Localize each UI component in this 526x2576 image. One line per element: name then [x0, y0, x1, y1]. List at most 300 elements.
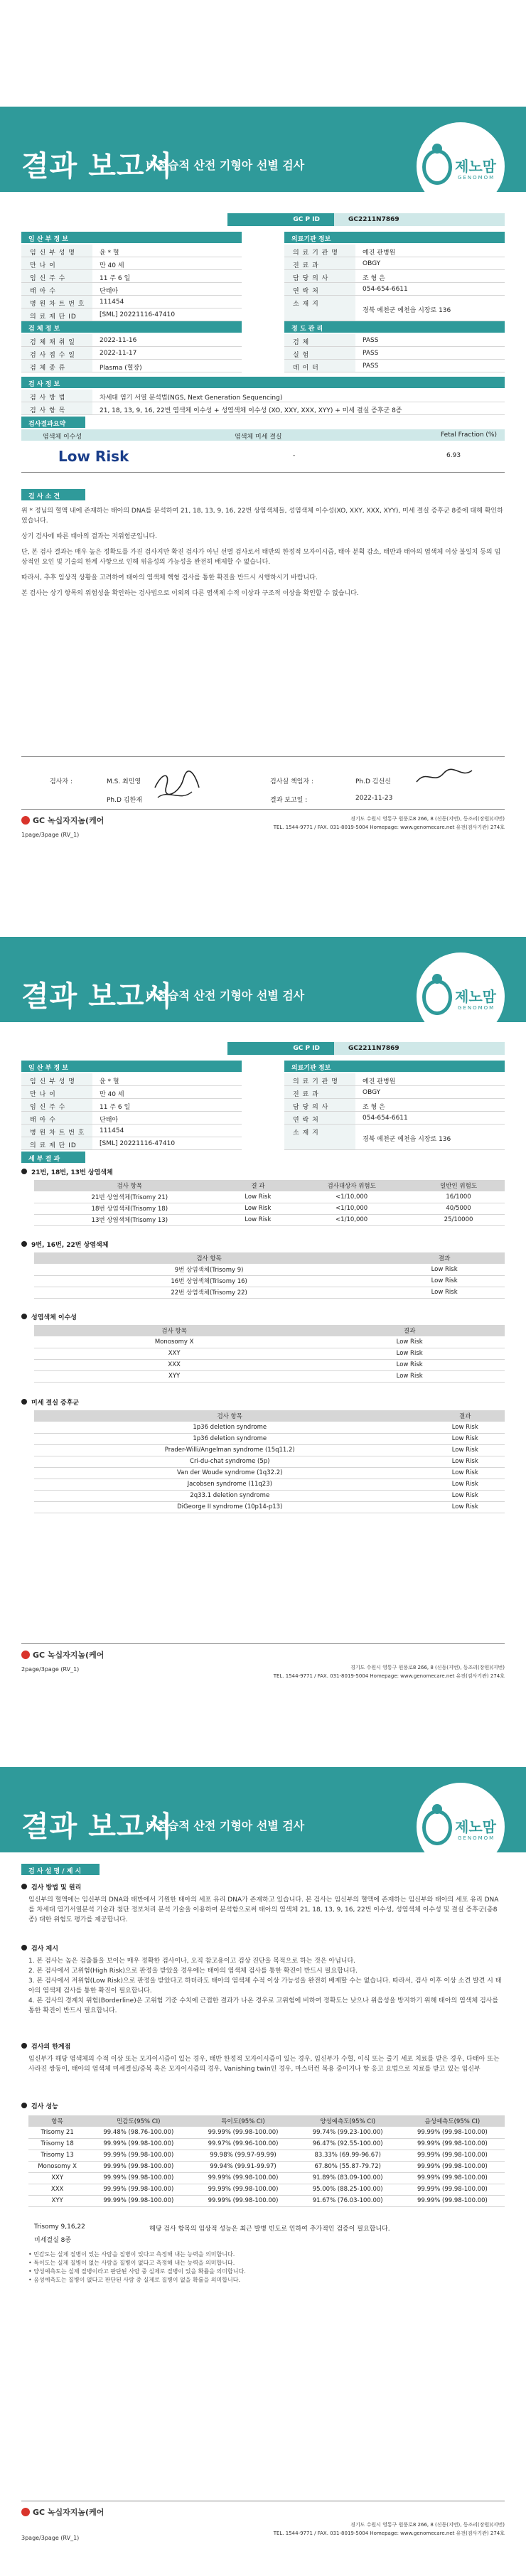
info-value: PASS [363, 337, 379, 344]
section-detail: 세 부 결 과 [21, 1152, 85, 1163]
table-cell: 99.99% (99.98-100.00) [400, 2172, 505, 2184]
table-row [28, 2150, 505, 2161]
column-header: 검사 항목 [34, 1180, 225, 1191]
table-row [28, 2195, 505, 2206]
info-value: [SML] 20221116-47410 [100, 311, 176, 318]
info-row [21, 1073, 242, 1086]
info-row [21, 270, 242, 283]
table-cell: 99.99% (99.98-100.00) [400, 2161, 505, 2172]
table-row [34, 1370, 505, 1382]
signature-divider [21, 756, 505, 757]
info-key: 연 락 처 [284, 283, 355, 295]
table-cell: 96.47% (92.55-100.00) [296, 2138, 400, 2150]
table-cell: 99.99% (99.98-100.00) [190, 2184, 295, 2195]
table-cell: Jacobsen syndrome (11q23) [34, 1478, 426, 1490]
info-key: 검 사 방 법 [21, 390, 92, 402]
report-subtitle: 비침습적 산전 기형아 선별 검사 [146, 159, 305, 172]
limit-heading [21, 1943, 58, 1953]
info-row [284, 270, 505, 283]
section-org: 의료기관 정보 [284, 232, 505, 243]
column-header: 검사 항목 [34, 1410, 426, 1422]
limit-title: 검사 제시 [31, 1946, 58, 1953]
table-cell: Low Risk [426, 1478, 505, 1490]
limit-item: 1. 본 검사는 높은 검출률을 보이는 매우 정확한 검사이나, 오직 참고용이고 검상 진단을 목적으로 하는 것은 아닙니다. [28, 1958, 356, 1965]
opinion-paragraph: 상기 검사에 따른 태아의 결과는 저위험군입니다. [21, 533, 158, 540]
info-value: 054-654-6611 [363, 286, 408, 293]
table-cell: <1/10,000 [291, 1203, 412, 1214]
column-header: 특이도(95% CI) [190, 2115, 295, 2127]
table-cell: Low Risk [384, 1275, 505, 1287]
info-key: 만 나 이 [21, 1086, 92, 1098]
method-text: 임신부의 혈액에는 임신부의 DNA와 태반에서 기원한 태아의 세포 유리 DNA가 존재하고 있습니다. 본 검사는 임신부의 혈액에 존재하는 임신부와 태아의 세포 유리 DNA를 차세대 염기서열분석 기술과 첨단 정보처리 분석 기술을 이용하여 분석함으로써 태아의 염색체 21, 18, 13, 9, 16, 22번 이수성, 성염색체 이수성 및 결실 증후군(총8종) 대한 위험도 평가를 제공합니다. [28, 1896, 499, 1923]
info-key: 임 신 주 수 [21, 1099, 92, 1111]
table-row [34, 1490, 505, 1501]
section-org: 의료기관 정보 [284, 1061, 505, 1072]
company-name: GC 녹십자지놈(케어 [33, 816, 104, 825]
info-value: [SML] 20221116-47410 [100, 1140, 176, 1147]
opinion-paragraph: 본 검사는 상기 항목의 위험성을 확인하는 검사법으로 이외의 다른 염색체 수적 이상과 구조적 이상을 확인할 수 없습니다. [21, 590, 359, 597]
table-cell: Low Risk [314, 1348, 505, 1359]
info-value: PASS [363, 350, 379, 357]
tester-1: M.S. 최민영 [107, 778, 141, 785]
tester-label: 검사자 : [50, 778, 73, 785]
info-key: 검 체 [284, 334, 355, 346]
table-cell: Prader-Willi/Angelman syndrome (15q11.2) [34, 1444, 426, 1456]
table-row [34, 1264, 505, 1275]
info-key: 연 락 처 [284, 1112, 355, 1124]
sex-heading [21, 1312, 77, 1321]
table-row [34, 1275, 505, 1287]
result-divider [21, 472, 505, 473]
table-cell: XXX [34, 1359, 314, 1370]
table-row [34, 1467, 505, 1478]
page-number: 3page/3page (RV_1) [21, 2535, 80, 2541]
table-cell: 16번 상염색체(Trisomy 16) [34, 1275, 384, 1287]
table-cell: Low Risk [426, 1490, 505, 1501]
info-key: 검 체 채 취 일 [21, 334, 92, 346]
table-cell: 99.99% (99.98-100.00) [86, 2138, 190, 2150]
info-key: 병 원 차 트 번 호 [21, 1125, 92, 1137]
table-cell: Van der Woude syndrome (1q32.2) [34, 1467, 426, 1478]
report-page-2 [0, 859, 526, 1717]
perf-extra-text: 해당 검사 항목의 임상적 성능은 최근 발병 빈도로 인하여 추가적인 검증이 필요합니다. [149, 2226, 390, 2233]
bullet-icon [21, 2103, 27, 2108]
info-key: 검 체 종 류 [21, 360, 92, 372]
limit-item: 2. 본 검사에서 고위험(High Risk)으로 판정을 받았을 경우에는 태아의 염색체 검사를 통한 확진이 반드시 필요합니다. [28, 1968, 358, 1975]
result-risk: Low Risk [58, 448, 129, 465]
address-line-2: TEL. 1544-9771 / FAX. 031-8019-5004 Homepage: www.genomecare.net 유전(검사기관) 274호 [273, 1673, 505, 1679]
logo-name: 제노맘 [455, 1818, 496, 1835]
info-row [21, 1099, 242, 1112]
bullet-icon [21, 1399, 27, 1405]
table-cell: Low Risk [314, 1359, 505, 1370]
info-row [21, 347, 242, 360]
gc-id-bar [21, 213, 505, 226]
table-cell: DiGeorge II syndrome (10p14-p13) [34, 1501, 426, 1513]
opinion-text [21, 506, 505, 604]
report-date: 2022-11-23 [355, 795, 393, 802]
info-key: 진 료 과 [284, 257, 355, 269]
result-col-microdeletion: 염색체 미세 결실 [235, 434, 282, 441]
other-heading [21, 1240, 108, 1249]
column-header: 검사 항목 [34, 1252, 384, 1264]
bullet-icon [21, 2043, 27, 2049]
table-row [28, 2172, 505, 2184]
info-key: 의 료 제 단 ID [21, 308, 92, 321]
table-cell: Low Risk [426, 1433, 505, 1444]
info-key: 소 재 지 [284, 1125, 355, 1149]
table-cell: Monosomy X [28, 2161, 86, 2172]
table-cell: Low Risk [426, 1444, 505, 1456]
table-row [28, 2184, 505, 2195]
info-key: 실 험 [284, 347, 355, 359]
result-deletion: - [293, 452, 296, 459]
column-header: 양성예측도(95% CI) [296, 2115, 400, 2127]
table-cell: Low Risk [426, 1456, 505, 1467]
logo-eng: GENOMOM [458, 175, 495, 181]
info-value: OBGY [363, 1089, 381, 1096]
info-row [21, 390, 505, 402]
table-cell: 99.99% (99.98-100.00) [400, 2184, 505, 2195]
info-key: 의 료 기 관 명 [284, 1073, 355, 1085]
table-cell: XXY [28, 2172, 86, 2184]
report-page-3 [0, 1717, 526, 2576]
address-line-1: 경기도 수원시 영통구 원풍로8 266, 8 (신동(지번), 등조리(장원)(지번) [350, 2522, 505, 2528]
section-test: 검 사 정 보 [21, 377, 505, 388]
table-row [34, 1203, 505, 1214]
head-icon [432, 974, 442, 984]
table-row [34, 1214, 505, 1225]
report-banner [0, 107, 526, 192]
table-cell: 9번 상염색체(Trisomy 9) [34, 1264, 384, 1275]
table-cell: Low Risk [426, 1422, 505, 1433]
info-row [21, 257, 242, 270]
address-line-2: TEL. 1544-9771 / FAX. 031-8019-5004 Homepage: www.genomecare.net 유전(검사기관) 274호 [273, 825, 505, 830]
info-value: 경북 예천군 예천읍 시장로 136 [363, 1136, 451, 1143]
table-cell: 99.99% (99.98-100.00) [86, 2184, 190, 2195]
table-cell: Low Risk [384, 1287, 505, 1298]
info-key: 검 사 항 목 [21, 402, 92, 414]
info-row [284, 1112, 505, 1125]
info-row [21, 402, 505, 415]
sex-title: 성염색체 이수성 [31, 1314, 77, 1321]
gc-id-bar [21, 1042, 505, 1055]
info-row [284, 257, 505, 270]
info-row [284, 1073, 505, 1086]
section-qc: 정 도 관 리 [284, 321, 505, 333]
info-row [284, 1125, 505, 1150]
table-row [34, 1433, 505, 1444]
table-header [28, 2115, 505, 2127]
info-value: 만 40 세 [100, 1091, 124, 1098]
table-cell: 99.97% (99.96-100.00) [190, 2138, 295, 2150]
report-subtitle: 비침습적 산전 기형아 선별 검사 [146, 1819, 305, 1832]
info-key: 소 재 지 [284, 296, 355, 321]
info-value: 단태아 [100, 288, 119, 295]
table-cell: 99.99% (99.98-100.00) [400, 2150, 505, 2161]
table-cell: Low Risk [426, 1501, 505, 1513]
sex-table [34, 1325, 505, 1383]
table-cell: 91.89% (83.09-100.00) [296, 2172, 400, 2184]
footer-divider [21, 1643, 505, 1644]
table-cell: Low Risk [314, 1370, 505, 1382]
info-row [21, 1112, 242, 1125]
info-value: 윤 * 혈 [100, 249, 119, 257]
table-cell: 18번 상염색체(Trisomy 18) [34, 1203, 225, 1214]
info-value: 예진 관병원 [363, 249, 396, 257]
info-value: 21, 18, 13, 9, 16, 22번 염색체 이수성 + 성염색체 이수성 (XO, XXY, XXX, XYY) + 미세 결실 증후군 8종 [100, 407, 402, 414]
genomom-logo [417, 952, 505, 1041]
info-value: 111454 [100, 1127, 124, 1134]
company-name: GC 녹십자지놈(케어 [33, 2508, 104, 2517]
table-row [28, 2127, 505, 2138]
bullet-icon [21, 1314, 27, 1319]
result-col-ff: Fetal Fraction (%) [441, 431, 497, 439]
note-item: • 민감도는 실제 질병이 있는 사람을 질병이 있다고 측정해 내는 능력을 의미합니다. [28, 2251, 235, 2258]
table-header [34, 1410, 505, 1422]
info-row [284, 347, 505, 360]
perf-title: 검사 성능 [31, 2103, 58, 2110]
info-key: 만 나 이 [21, 257, 92, 269]
opinion-paragraph: 단, 본 검사 결과는 매우 높은 정확도를 가진 검사지만 확진 검사가 아닌 선별 검사로서 태반의 한정적 모자이시즘, 태아 분획 감소, 태반과 태아의 염색체 이상 불일치 등의 임상적인 요인 및 기술의 한계 사항으로 인해 위음성의 가능성을 완전히 배제할 수 없습니다. [21, 549, 501, 566]
section-subject: 임 산 부 정 보 [21, 232, 242, 243]
page-number: 1page/3page (RV_1) [21, 832, 80, 838]
table-cell: Trisomy 21 [28, 2127, 86, 2138]
section-subject: 임 산 부 정 보 [21, 1061, 242, 1072]
info-value: 윤 * 혈 [100, 1078, 119, 1085]
column-header: 검사대상자 위험도 [291, 1180, 412, 1191]
table-row [34, 1501, 505, 1513]
table-cell: <1/10,000 [291, 1214, 412, 1225]
limit-list [28, 1956, 505, 2016]
table-cell: 99.99% (99.98-100.00) [190, 2127, 295, 2138]
info-key: 임 신 부 성 명 [21, 1073, 92, 1085]
table-cell: 99.99% (99.98-100.00) [86, 2195, 190, 2206]
column-header: 일반인 위험도 [412, 1180, 505, 1191]
table-cell: Trisomy 13 [28, 2150, 86, 2161]
table-cell: 83.33% (69.99-96.67) [296, 2150, 400, 2161]
info-key: 진 료 과 [284, 1086, 355, 1098]
info-key: 태 아 수 [21, 1112, 92, 1124]
table-cell: Trisomy 18 [28, 2138, 86, 2150]
performance-table [28, 2115, 505, 2207]
info-value: 조 형 은 [363, 1104, 385, 1111]
info-key: 의 료 제 단 ID [21, 1137, 92, 1149]
gc-id-value: GC2211N7869 [334, 1042, 505, 1055]
manager-signature [412, 766, 476, 788]
info-key: 담 당 의 사 [284, 270, 355, 282]
info-row [21, 283, 242, 296]
report-date-label: 결과 보고일 : [270, 797, 308, 804]
logo-eng: GENOMOM [458, 1835, 495, 1841]
table-row [34, 1191, 505, 1203]
info-value: 11 주 6 일 [100, 275, 131, 282]
tester-2: Ph.D 김한재 [107, 797, 142, 804]
info-row [21, 296, 242, 308]
info-key: 병 원 차 트 번 호 [21, 296, 92, 308]
tester-signature [149, 766, 206, 802]
report-banner [0, 1767, 526, 1852]
table-row [34, 1336, 505, 1348]
info-row [284, 1099, 505, 1112]
logo-name: 제노맘 [455, 158, 496, 175]
table-cell: 99.99% (99.98-100.00) [190, 2172, 295, 2184]
mosaic-heading [21, 2041, 70, 2051]
info-value: 예진 관병원 [363, 1078, 396, 1085]
perf-notes [28, 2250, 246, 2285]
info-row [284, 283, 505, 296]
table-cell: 99.99% (99.98-100.00) [400, 2127, 505, 2138]
table-cell: <1/10,000 [291, 1191, 412, 1203]
company-name: GC 녹십자지놈(케어 [33, 1651, 104, 1660]
mosaic-title: 검사의 한계점 [31, 2044, 71, 2051]
company-icon [21, 1651, 30, 1659]
table-header [34, 1252, 505, 1264]
manager-label: 검사실 책임자 : [270, 778, 313, 785]
table-cell: 99.48% (98.76-100.00) [86, 2127, 190, 2138]
address-line-1: 경기도 수원시 영통구 원풍로8 266, 8 (신동(지번), 등조리(장원)(지번) [350, 1665, 505, 1670]
result-col-aneuploidy: 염색체 이수성 [43, 434, 82, 441]
info-value: 111454 [100, 299, 124, 306]
table-cell: 95.00% (88.25-100.00) [296, 2184, 400, 2195]
info-key: 의 료 기 관 명 [284, 245, 355, 257]
info-row [21, 1086, 242, 1099]
genomom-logo [417, 122, 505, 210]
logo-eng: GENOMOM [458, 1005, 495, 1011]
gc-id-value: GC2211N7869 [334, 213, 505, 226]
table-cell: 99.99% (99.98-100.00) [400, 2138, 505, 2150]
result-ff: 6.93 [446, 452, 461, 459]
bullet-icon [21, 1945, 27, 1950]
table-cell: 99.99% (99.98-100.00) [86, 2172, 190, 2184]
table-cell: 99.99% (99.98-100.00) [190, 2195, 295, 2206]
info-key: 데 이 터 [284, 360, 355, 372]
info-row [21, 1137, 242, 1150]
genomom-logo [417, 1783, 505, 1871]
trisomy-title: 21번, 18번, 13번 상염색체 [31, 1169, 113, 1176]
table-cell: XXY [34, 1348, 314, 1359]
table-cell: 40/5000 [412, 1203, 505, 1214]
column-header: 결과 [384, 1252, 505, 1264]
note-item: • 특이도는 실제 질병이 없는 사람을 질병이 없다고 측정해 내는 능력을 의미합니다. [28, 2260, 235, 2266]
note-item: • 음성예측도는 질병이 없다고 판단된 사람 중 실제로 질병이 없을 확률을 의미합니다. [28, 2277, 240, 2283]
info-row [284, 334, 505, 347]
report-banner [0, 937, 526, 1022]
column-header: 검사 항목 [34, 1325, 314, 1336]
limit-item: 4. 본 검사의 경계치 위험(Borderline)은 고위험 기준 수치에 근접한 결과가 나온 경우로 고위험에 비하여 정확도는 낮으나 위음성을 방지하기 위해 태아의 염색체 검사를 통한 확진이 반드시 필요합니다. [28, 1997, 499, 2014]
info-value: 만 40 세 [100, 262, 124, 269]
footer-logo [21, 815, 104, 826]
table-cell: 99.99% (99.98-100.00) [86, 2150, 190, 2161]
info-key: 검 사 접 수 일 [21, 347, 92, 359]
footer-address [274, 2521, 505, 2538]
table-cell: 25/10000 [412, 1214, 505, 1225]
section-opinion: 검 사 소 견 [21, 489, 85, 500]
table-cell: 67.80% (55.87-79.72) [296, 2161, 400, 2172]
column-header: 결 과 [225, 1180, 291, 1191]
table-cell: Low Risk [225, 1203, 291, 1214]
info-value: 차세대 염기 서열 분석법(NGS, Next Generation Sequencing) [100, 395, 283, 402]
head-icon [432, 1804, 442, 1814]
logo-name: 제노맘 [455, 988, 496, 1005]
info-row [21, 360, 242, 372]
footer-divider [21, 809, 505, 810]
table-cell: 1p36 deletion syndrome [34, 1433, 426, 1444]
gc-id-label: GC P ID [227, 1042, 334, 1055]
info-key: 임 신 주 수 [21, 270, 92, 282]
info-row [284, 1086, 505, 1099]
perf-extra-label: Trisomy 9,16,22 [34, 2223, 85, 2231]
method-heading [21, 1882, 81, 1891]
perf-extra-label-2: 미세결실 8종 [34, 2237, 72, 2244]
column-header: 음성예측도(95% CI) [400, 2115, 505, 2127]
footer-address [274, 815, 505, 832]
address-line-1: 경기도 수원시 영통구 원풍로8 266, 8 (신동(지번), 등조리(장원)(지번) [350, 816, 505, 822]
trisomy-table [34, 1180, 505, 1226]
bullet-icon [21, 1169, 27, 1174]
info-value: 054-654-6611 [363, 1115, 408, 1122]
footer-logo [21, 2506, 104, 2518]
info-value: PASS [363, 363, 379, 370]
info-value: 단태아 [100, 1117, 119, 1124]
table-cell: 13번 상염색체(Trisomy 13) [34, 1214, 225, 1225]
table-cell: Monosomy X [34, 1336, 314, 1348]
info-row [284, 245, 505, 257]
column-header: 민감도(95% CI) [86, 2115, 190, 2127]
page-number: 2page/3page (RV_1) [21, 1666, 80, 1673]
table-row [34, 1422, 505, 1433]
table-cell: 1p36 deletion syndrome [34, 1422, 426, 1433]
info-row [284, 296, 505, 321]
table-row [34, 1287, 505, 1298]
company-icon [21, 2508, 30, 2516]
report-title: 결과 보고서 [21, 150, 173, 183]
micro-table [34, 1410, 505, 1513]
table-cell: Low Risk [225, 1214, 291, 1225]
gc-id-label: GC P ID [227, 213, 334, 226]
table-row [34, 1444, 505, 1456]
report-title: 결과 보고서 [21, 1810, 173, 1843]
table-cell: XYY [34, 1370, 314, 1382]
section-result: 검사결과요약 [21, 417, 85, 428]
table-cell: Low Risk [384, 1264, 505, 1275]
footer-logo [21, 1649, 104, 1660]
info-row [21, 308, 242, 321]
address-line-2: TEL. 1544-9771 / FAX. 031-8019-5004 Homepage: www.genomecare.net 유전(검사기관) 274호 [273, 2531, 505, 2536]
manager-name: Ph.D 김선신 [355, 778, 391, 785]
table-cell: Low Risk [426, 1467, 505, 1478]
result-header [21, 429, 505, 441]
table-cell: 21번 상염색체(Trisomy 21) [34, 1191, 225, 1203]
trisomy-heading [21, 1167, 113, 1176]
report-page-1 [0, 0, 526, 859]
report-subtitle: 비침습적 산전 기형아 선별 검사 [146, 989, 305, 1002]
table-cell: 2q33.1 deletion syndrome [34, 1490, 426, 1501]
table-cell: Cri-du-chat syndrome (5p) [34, 1456, 426, 1467]
mosaic-text: 임신부가 해당 염색체의 수적 이상 또는 모자이시즘이 있는 경우, 태반 한정적 모자이시즘이 있는 경우, 임신부가 수혈, 이식 또는 줄기 세포 치료를 받은 경우, 다태아 또는 사라진 쌍둥이, 태아의 염색체 미세결실/중복 혹은 모자이시즘의 경우, Vanishing twin인 경우, 마스터컨 복용 중이거나 항 응고 요법으로 치료를 받고 있는 임신부 [28, 2056, 500, 2073]
table-row [28, 2161, 505, 2172]
table-header [34, 1180, 505, 1191]
table-row [28, 2138, 505, 2150]
method-title: 검사 방법 및 원리 [31, 1884, 82, 1891]
info-value: 조 형 은 [363, 275, 385, 282]
table-row [34, 1478, 505, 1490]
info-key: 임 신 부 성 명 [21, 245, 92, 257]
head-icon [432, 144, 442, 154]
opinion-paragraph: 따라서, 추후 임상적 상황을 고려하여 태아의 염색체 핵형 검사를 통한 확진을 반드시 시행하시기 바랍니다. [21, 574, 318, 581]
section-specimen: 검 체 정 보 [21, 321, 242, 333]
table-cell: 99.74% (99.23-100.00) [296, 2127, 400, 2138]
